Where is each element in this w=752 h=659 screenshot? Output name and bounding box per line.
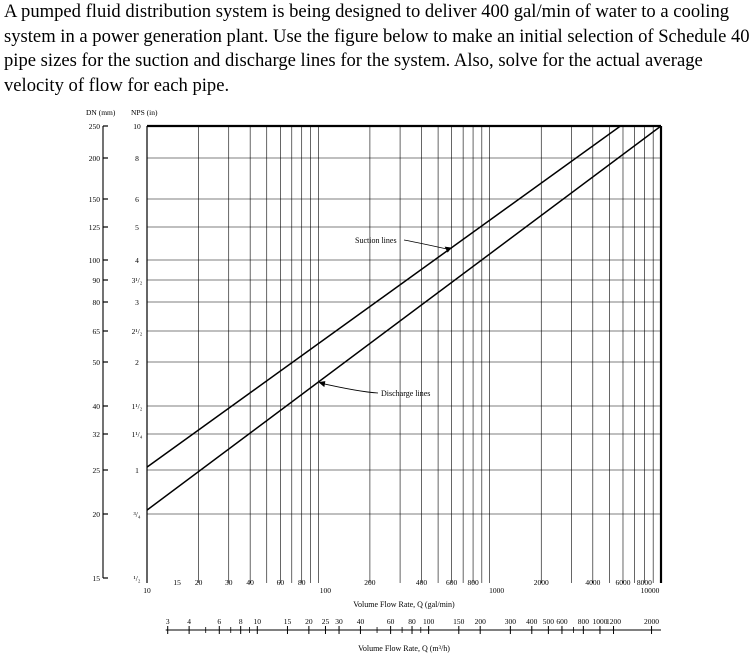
y-nps-tick-label: 8	[135, 154, 139, 163]
x-tick-label: 20	[194, 578, 203, 587]
y-dn-tick-label: 40	[92, 402, 100, 411]
x-tick-label: 100	[319, 586, 331, 595]
discharge-arrow-leader	[320, 383, 378, 393]
x-tick-label: 200	[364, 578, 376, 587]
x2-tick-label: 30	[335, 617, 343, 626]
y-nps-tick-label: 5	[135, 223, 139, 232]
y-dn-tick-label: 65	[92, 327, 100, 336]
x-tick-label: 40	[246, 578, 254, 587]
x2-tick-label: 800	[577, 617, 589, 626]
x-axis-gpm	[143, 578, 659, 609]
y-dn-tick-label: 100	[88, 256, 100, 265]
y-dn-tick-label: 25	[92, 466, 100, 475]
x-tick-label: 400	[415, 578, 428, 587]
y-dn-tick-label: 200	[88, 154, 100, 163]
x2-tick-label: 200	[474, 617, 486, 626]
y-nps-tick-label: 2	[135, 358, 139, 367]
y-nps-tick-label: 1	[135, 466, 139, 475]
y-nps-tick-label: 3¹/₂	[131, 276, 143, 285]
y-dn-tick-label: 150	[88, 195, 100, 204]
x2-tick-label: 150	[453, 617, 465, 626]
plot-frame	[103, 126, 661, 583]
y-dn-label: DN (mm)	[86, 108, 116, 117]
x2-tick-label: 15	[283, 617, 292, 626]
discharge-lines-annotation: Discharge lines	[381, 389, 431, 398]
y-nps-tick-label: ¹/₂	[133, 574, 141, 583]
x-tick-label: 10	[143, 586, 151, 595]
suction-lines-annotation: Suction lines	[355, 236, 397, 245]
y-nps-tick-label: 1¹/₂	[131, 402, 143, 411]
x2-tick-label: 1200	[606, 617, 622, 626]
suction-lines-line	[147, 126, 620, 467]
x2-tick-label: 600	[556, 617, 568, 626]
y-dn-tick-label: 250	[88, 122, 100, 131]
x2-tick-label: 40	[356, 617, 365, 626]
x-tick-label: 80	[297, 578, 306, 587]
x2-tick-label: 4	[187, 617, 191, 626]
x-tick-label: 10000	[640, 586, 660, 595]
y-dn-tick-label: 32	[92, 430, 100, 439]
problem-text: A pumped fluid distribution system is being designed to deliver 400 gal/min of water to a cooling system in a power generation plant. Use the figure below to make an initial selection of Schedule 40 pipe sizes for the suction and discharge lines for the system. Also, solve for the actual average velocity of flow for each pipe.	[4, 1, 750, 96]
x2-tick-label: 20	[305, 617, 313, 626]
y-nps-tick-label: 1¹/₄	[131, 430, 143, 439]
x2-axis-label: Volume Flow Rate, Q (m³/h)	[358, 644, 450, 653]
x-tick-label: 600	[446, 578, 458, 587]
x2-tick-label: 1000	[592, 617, 608, 626]
x-axis-m3h	[166, 617, 661, 653]
y-dn-tick-label: 80	[92, 298, 100, 307]
x-tick-label: 15	[173, 578, 181, 587]
y-nps-tick-label: 10	[133, 122, 141, 131]
y-nps-tick-label: 3	[135, 298, 139, 307]
series	[147, 126, 661, 510]
x-tick-label: 2000	[533, 578, 549, 587]
x2-tick-label: 10	[253, 617, 262, 626]
y-dn-tick-label: 15	[92, 574, 100, 583]
y-dn-tick-label: 90	[92, 276, 100, 285]
x2-tick-label: 8	[238, 617, 243, 626]
y-nps-label: NPS (in)	[131, 108, 158, 117]
y-dn-tick-label: 125	[88, 223, 100, 232]
x2-tick-label: 2000	[644, 617, 660, 626]
y-nps-tick-label: ³/₄	[133, 510, 141, 519]
x-tick-label: 30	[224, 578, 233, 587]
x2-tick-label: 3	[165, 617, 170, 626]
x-tick-label: 8000	[636, 578, 652, 587]
y-dn-tick-label: 20	[92, 510, 100, 519]
x2-tick-label: 500	[542, 617, 555, 626]
x2-tick-label: 80	[408, 617, 416, 626]
x-tick-label: 4000	[585, 578, 601, 587]
y-dn-tick-label: 50	[92, 358, 100, 367]
x2-tick-label: 300	[504, 617, 516, 626]
x-axis-label: Volume Flow Rate, Q (gal/min)	[353, 600, 455, 609]
x2-tick-label: 400	[526, 617, 538, 626]
y-nps-tick-label: 6	[135, 195, 139, 204]
x-tick-label: 6000	[615, 578, 631, 587]
x2-tick-label: 25	[321, 617, 330, 626]
x-tick-label: 1000	[489, 586, 505, 595]
discharge-lines-line	[147, 126, 661, 510]
suction-arrow-leader	[404, 240, 450, 250]
y-nps-tick-label: 4	[135, 256, 139, 265]
y-nps-tick-label: 2¹/₂	[131, 327, 143, 336]
x-tick-label: 800	[467, 578, 479, 587]
grid	[147, 126, 661, 583]
x2-tick-label: 100	[423, 617, 435, 626]
discharge-arrowhead	[318, 381, 325, 387]
x2-tick-label: 6	[217, 617, 222, 626]
x-tick-label: 60	[276, 578, 285, 587]
x2-tick-label: 60	[386, 617, 395, 626]
